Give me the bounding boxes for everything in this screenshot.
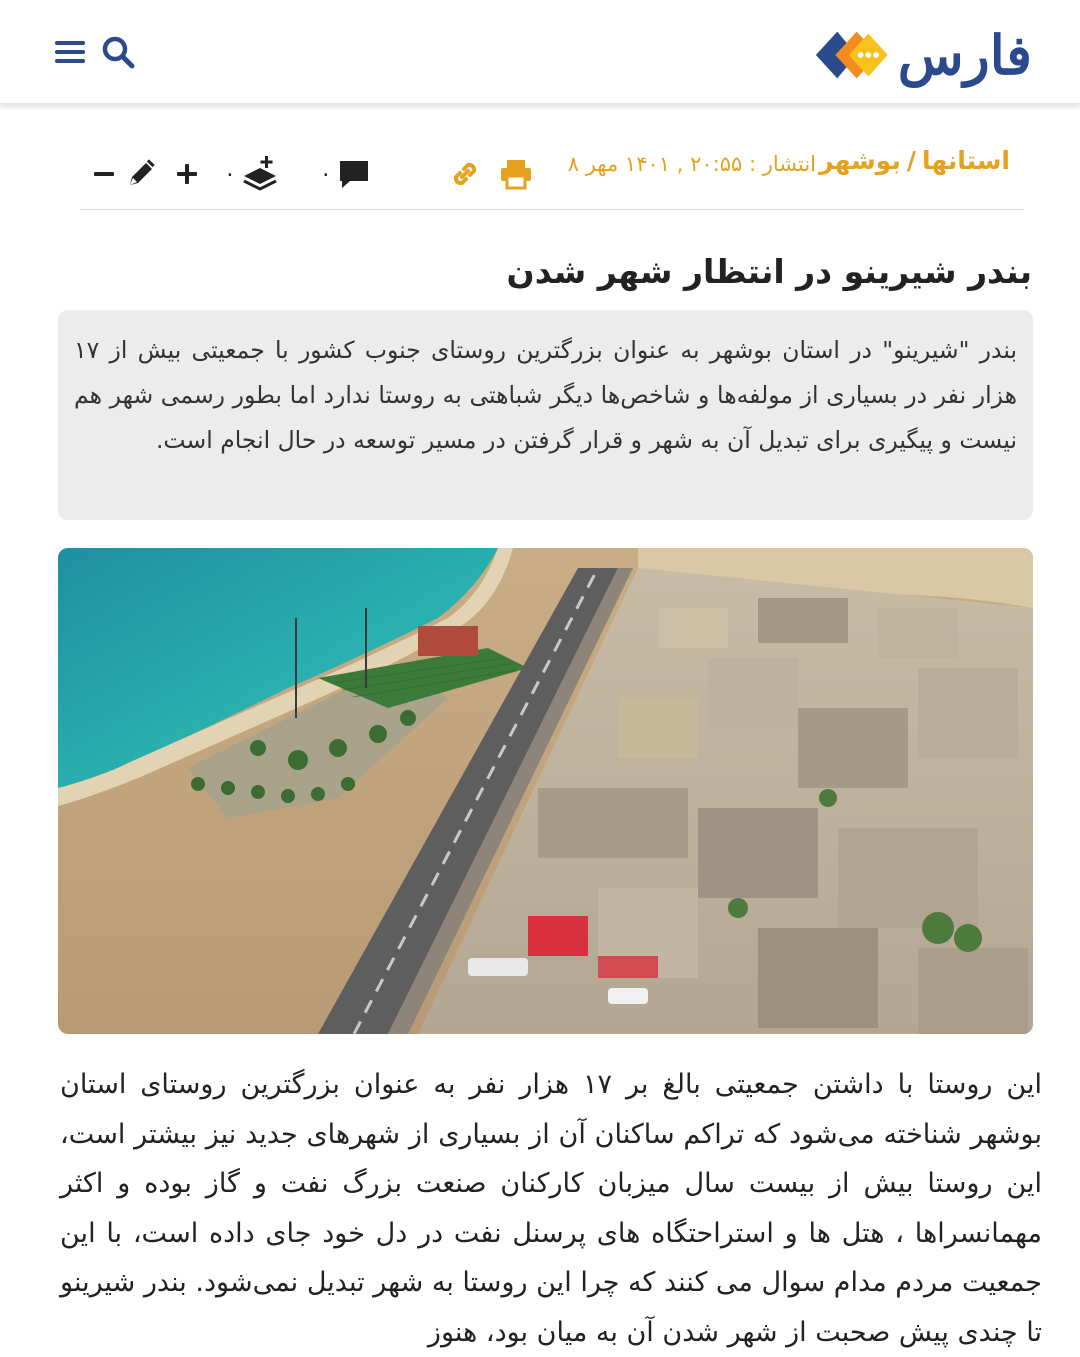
breadcrumb-subsection-link[interactable]: بوشهر	[819, 146, 901, 175]
save-count: ۰	[224, 161, 236, 187]
article-tools	[92, 154, 534, 194]
header-actions	[52, 34, 136, 70]
article-title: بندر شیرینو در انتظار شهر شدن	[506, 252, 1032, 291]
print-icon[interactable]	[498, 157, 534, 191]
comment-count: ۰	[319, 161, 332, 187]
menu-icon[interactable]	[52, 34, 88, 70]
logo-mark-icon	[812, 23, 890, 87]
site-logo[interactable]	[812, 20, 1032, 90]
logo-wordmark: فارس	[897, 23, 1032, 87]
breadcrumb-section-link[interactable]: استانها	[921, 146, 1010, 175]
search-icon[interactable]	[100, 34, 136, 70]
aerial-town-image	[58, 548, 1033, 1034]
article-photo	[58, 548, 1033, 1034]
comment-icon[interactable]	[336, 157, 372, 191]
font-decrease-icon[interactable]	[92, 159, 118, 189]
font-increase-icon[interactable]	[172, 159, 202, 189]
save-stack-icon[interactable]	[240, 154, 280, 194]
article-body: این روستا با داشتن جمعیتی بالغ بر ۱۷ هزار نفر به عنوان بزرگترین روستای استان بوشهر شناخته می‌شود که تراکم ساکنان آن از بسیاری از شهرهای جدید نیز بیشتر است، این روستا بیش از بیست سال میزبان کارکنان صنعت بزرگ نفت و گاز بوده و اکثر مهمانسراها ، هتل ها و استراحتگاه های پرسنل نفت در دل خود جای داده است، با این جمعیت مردم مدام سوال می کنند که چرا این روستا به شهر تبدیل نمی‌شود. بندر شیرینو تا چندی پیش صحبت از شهر شدن آن به میان بود، هنوز	[60, 1069, 1042, 1348]
article-lead: بندر "شیرینو" در استان بوشهر به عنوان بزرگترین روستای جنوب کشور با جمعیتی بیش از ۱۷ هزار نفر در بسیاری از مولفه‌ها و شاخص‌ها دیگر شباهتی به روستا ندارد اما بطور رسمی شهر هم نیست و پیگیری برای تبدیل آن به شهر و قرار گرفتن در مسیر توسعه در حال انجام است.	[58, 310, 1033, 520]
breadcrumb-separator: /	[906, 146, 916, 175]
site-header	[0, 0, 1080, 104]
publish-date: انتشار : ۲۰:۵۵ , ۱۴۰۱ مهر ۸	[567, 152, 816, 176]
breadcrumb	[819, 146, 1010, 175]
article-meta-bar	[80, 140, 1024, 210]
link-icon[interactable]	[448, 157, 482, 191]
edit-icon[interactable]	[124, 157, 158, 191]
